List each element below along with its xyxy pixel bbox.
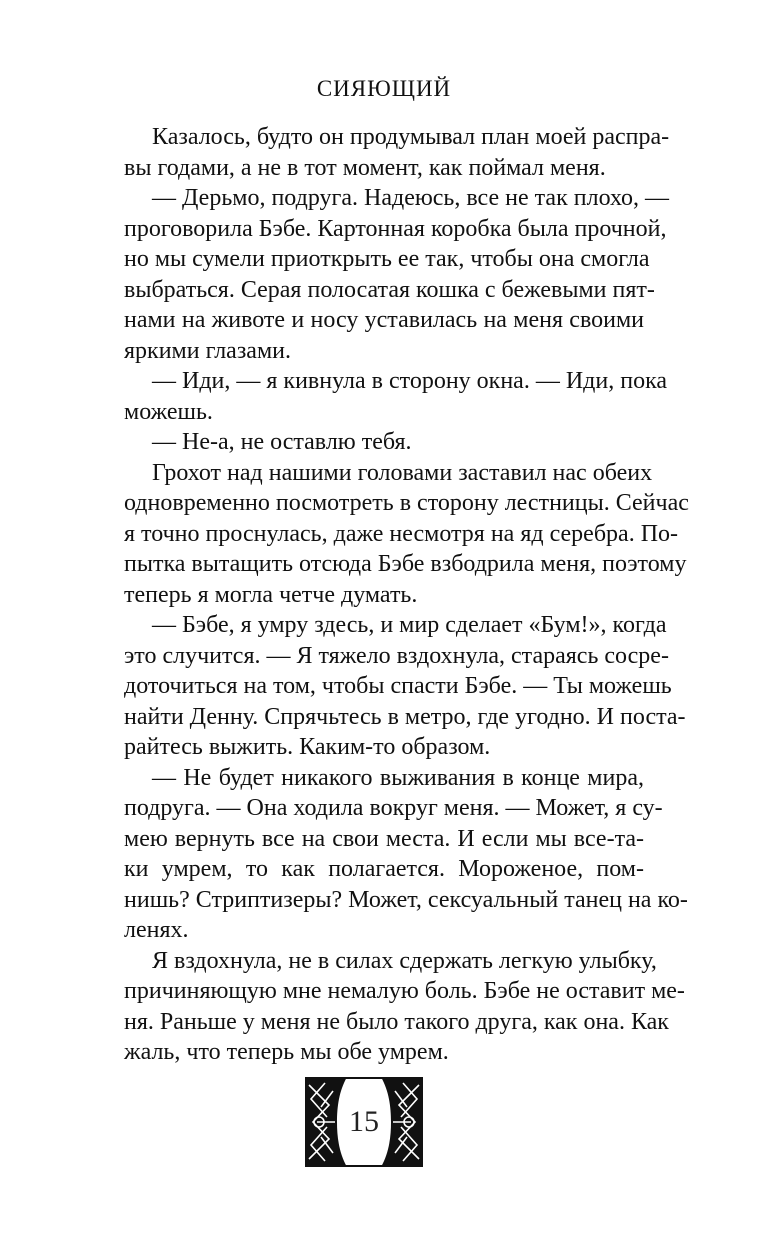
text-line: — Иди, — я кивнула в сторону окна. — Иди, пока	[152, 368, 668, 394]
text-line: — Дерьмо, подруга. Надеюсь, все не так плохо, —	[152, 185, 670, 211]
text-line: райтесь выжить. Каким-то образом.	[124, 734, 491, 760]
page-number: 15	[349, 1105, 379, 1138]
text-line: яркими глазами.	[124, 337, 291, 364]
text-line: это случится. — Я тяжело вздохнула, стараясь сосре-	[124, 642, 669, 669]
text-line: одновременно посмотреть в сторону лестницы. Сейчас	[124, 490, 689, 516]
text-line: — Не-а, не оставлю тебя.	[152, 429, 412, 455]
text-line: доточиться на том, чтобы спасти Бэбе. — Ты можешь	[124, 673, 672, 699]
text-line: подруга. — Она ходила вокруг меня. — Может, я су-	[124, 795, 663, 821]
text-line: найти Денну. Спрячьтесь в метро, где угодно. И поста-	[124, 703, 686, 730]
text-line: Казалось, будто он продумывал план моей распра-	[152, 124, 670, 150]
text-line: проговорила Бэбе. Картонная коробка была прочной,	[124, 215, 667, 242]
text-line: я точно проснулась, даже несмотря на яд серебра. По-	[124, 520, 679, 547]
body-text	[124, 122, 689, 1068]
text-line: — Не будет никакого выживания в конце мира,	[152, 764, 644, 791]
text-line: ки умрем, то как полагается. Мороженое, пом-	[124, 856, 644, 882]
text-line: ленях.	[124, 917, 189, 943]
text-line: причиняющую мне немалую боль. Бэбе не оставит ме-	[124, 978, 685, 1004]
text-line: Я вздохнула, не в силах сдержать легкую улыбку,	[152, 947, 657, 974]
text-line: жаль, что теперь мы обе умрем.	[124, 1039, 449, 1065]
text-line: теперь я могла четче думать.	[124, 581, 418, 608]
text-line: выбраться. Серая полосатая кошка с бежевыми пят-	[124, 276, 655, 303]
text-line: нами на животе и носу уставилась на меня своими	[124, 307, 644, 333]
text-line: нишь? Стриптизеры? Может, сексуальный танец на ко-	[124, 886, 688, 913]
text-line: мею вернуть все на свои места. И если мы все-та-	[124, 825, 644, 852]
text-line: — Бэбе, я умру здесь, и мир сделает «Бум!», когда	[152, 612, 667, 638]
text-line: пытка вытащить отсюда Бэбе взбодрила меня, поэтому	[124, 551, 687, 577]
text-line: Грохот над нашими головами заставил нас обеих	[152, 459, 653, 486]
text-line: можешь.	[124, 398, 213, 425]
running-title: СИЯЮЩИЙ	[316, 76, 452, 101]
text-line: вы годами, а не в тот момент, как поймал меня.	[124, 154, 606, 181]
page-number-ornament	[305, 1077, 423, 1167]
text-line: ня. Раньше у меня не было такого друга, как она. Как	[124, 1008, 669, 1035]
text-line: но мы сумели приоткрыть ее так, чтобы она смогла	[124, 246, 650, 272]
